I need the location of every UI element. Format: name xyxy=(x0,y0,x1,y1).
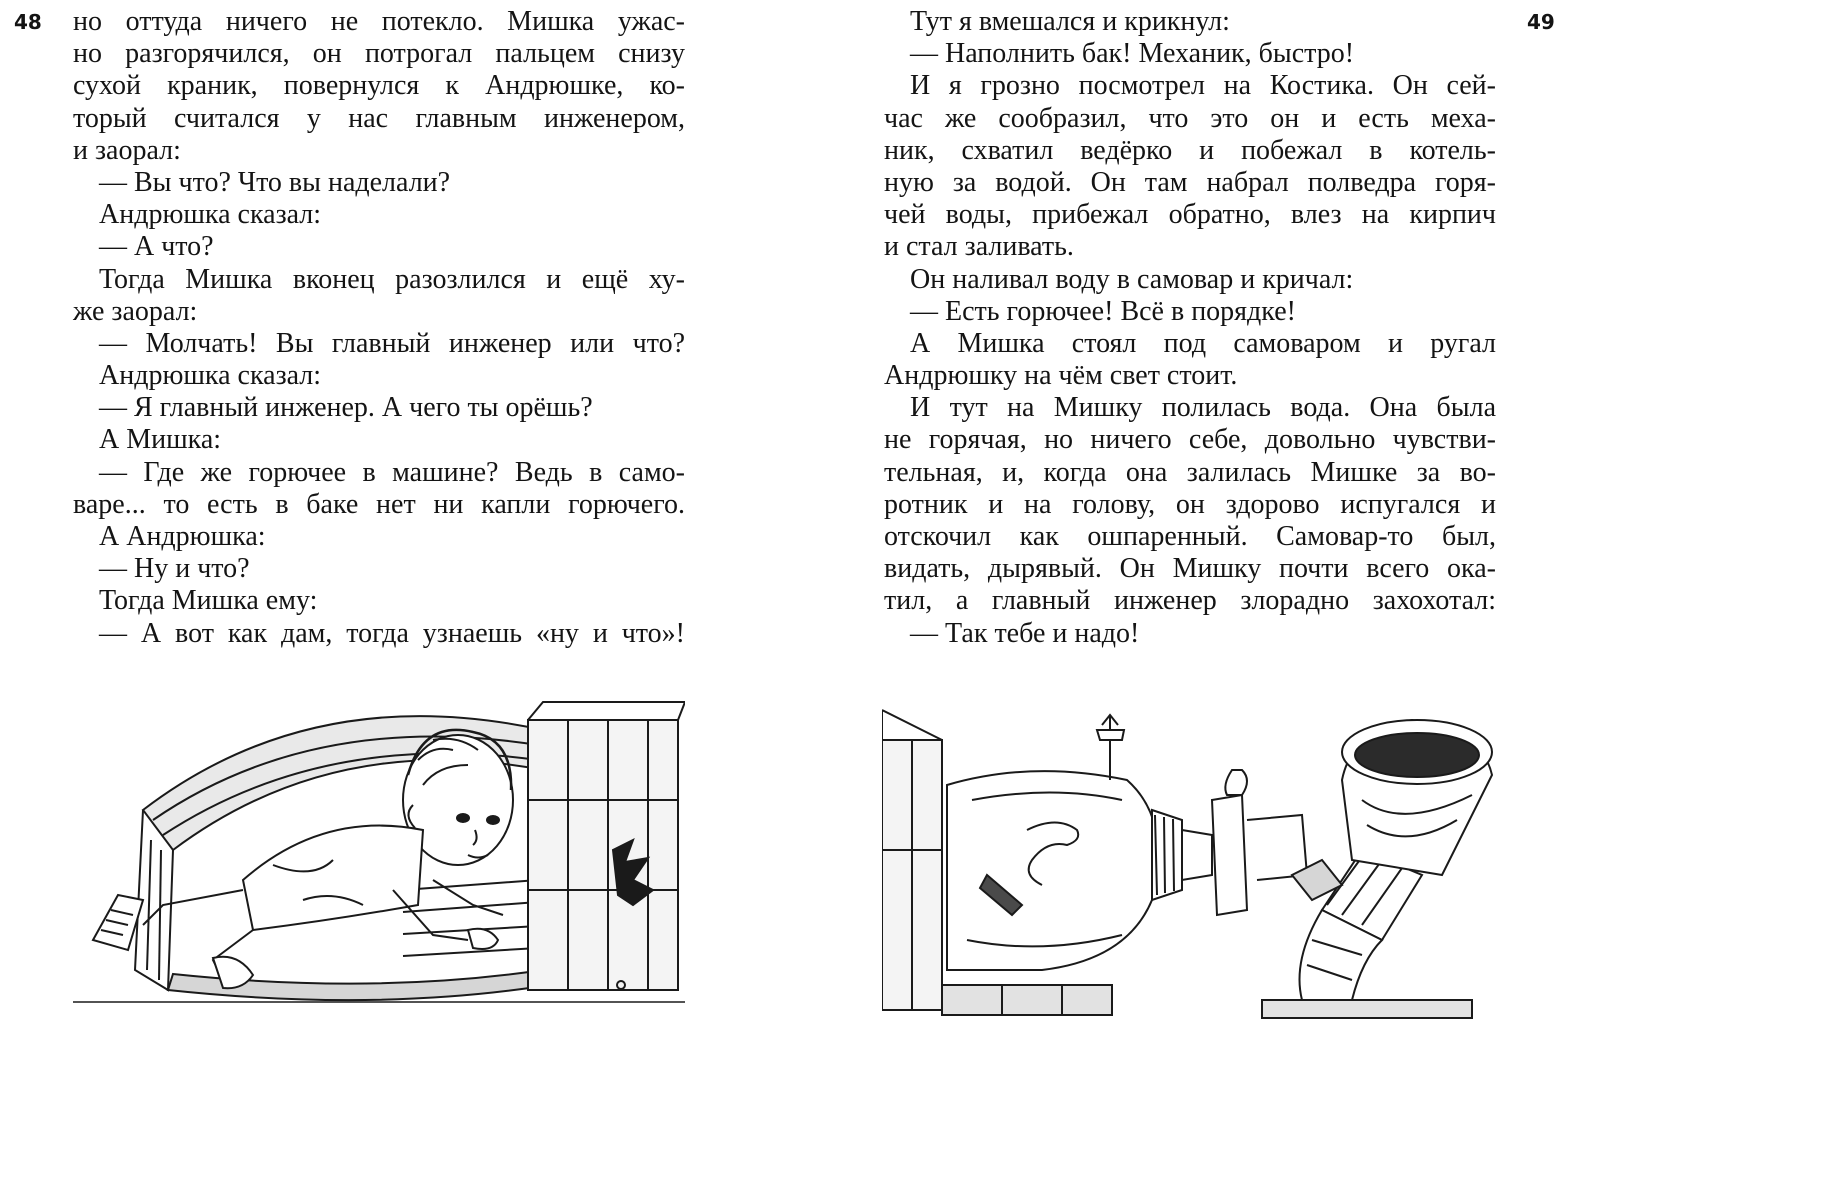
text-line: тельная, и, когда она залилась Мишке за во- xyxy=(884,456,1496,488)
text-line: И тут на Мишку полилась вода. Она была xyxy=(910,392,1496,424)
text-line: — Так тебе и надо! xyxy=(910,617,1140,649)
text-line: Тут я вмешался и крикнул: xyxy=(910,6,1230,37)
text-line: Тогда Мишка вконец разозлился и ещё ху- xyxy=(99,263,685,295)
samovar-illustration xyxy=(882,700,1502,1022)
text-line: ротник и на голову, он здорово испугался и xyxy=(884,488,1496,520)
text-line: А Андрюшка: xyxy=(99,521,266,552)
page-number-right: 49 xyxy=(1527,10,1555,34)
text-line: — Я главный инженер. А чего ты орёшь? xyxy=(99,392,593,424)
text-line: тил, а главный инженер злорадно захохотал: xyxy=(884,585,1496,617)
text-line: и стал заливать. xyxy=(884,231,1074,263)
text-line: Он наливал воду в самовар и кричал: xyxy=(910,263,1354,295)
text-line: но разгорячился, он потрогал пальцем снизу xyxy=(73,38,685,70)
text-line: ник, схватил ведёрко и побежал в котель- xyxy=(884,134,1496,166)
text-line: — Ну и что? xyxy=(99,553,250,585)
text-line: чей воды, прибежал обратно, влез на кирпич xyxy=(884,199,1496,231)
text-line: час же сообразил, что это он и есть меха- xyxy=(884,102,1496,134)
text-line: сухой краник, повернулся к Андрюшке, ко- xyxy=(73,70,685,102)
boy-crawling-illustration xyxy=(73,690,685,1010)
text-line: Андрюшку на чём свет стоит. xyxy=(884,360,1238,392)
text-line: Андрюшка сказал: xyxy=(99,360,322,392)
text-line: же заорал: xyxy=(73,295,198,327)
text-line: не горячая, но ничего себе, довольно чувстви- xyxy=(884,424,1496,456)
text-line: — Наполнить бак! Механик, быстро! xyxy=(910,38,1355,70)
text-line: но оттуда ничего не потекло. Мишка ужас- xyxy=(73,6,685,37)
text-column-right xyxy=(884,6,1496,650)
text-line: торый считался у нас главным инженером, xyxy=(73,102,685,134)
text-line: И я грозно посмотрел на Костика. Он сей- xyxy=(910,70,1496,102)
text-line: — Где же горючее в машине? Ведь в само- xyxy=(99,456,685,488)
text-line: — А что? xyxy=(99,231,214,263)
text-line: — Вы что? Что вы наделали? xyxy=(99,166,451,198)
text-line: ную за водой. Он там набрал полведра горя- xyxy=(884,166,1496,198)
text-line: видать, дырявый. Он Мишку почти всего ока- xyxy=(884,553,1496,585)
page-number-left: 48 xyxy=(14,10,42,34)
text-line: Андрюшка сказал: xyxy=(99,199,322,231)
text-line: А Мишка: xyxy=(99,424,222,456)
text-line: — Есть горючее! Всё в порядке! xyxy=(910,295,1296,327)
text-line: варе... то есть в баке нет ни капли горючего. xyxy=(73,488,685,520)
text-line: и заорал: xyxy=(73,134,181,166)
text-line: Тогда Мишка ему: xyxy=(99,585,318,617)
text-line: — Молчать! Вы главный инженер или что? xyxy=(99,327,685,359)
text-line: отскочил как ошпаренный. Самовар-то был, xyxy=(884,521,1496,552)
text-line: — А вот как дам, тогда узнаешь «ну и что»! xyxy=(99,617,685,649)
text-column-left xyxy=(73,6,685,650)
text-line: А Мишка стоял под самоваром и ругал xyxy=(910,327,1496,359)
